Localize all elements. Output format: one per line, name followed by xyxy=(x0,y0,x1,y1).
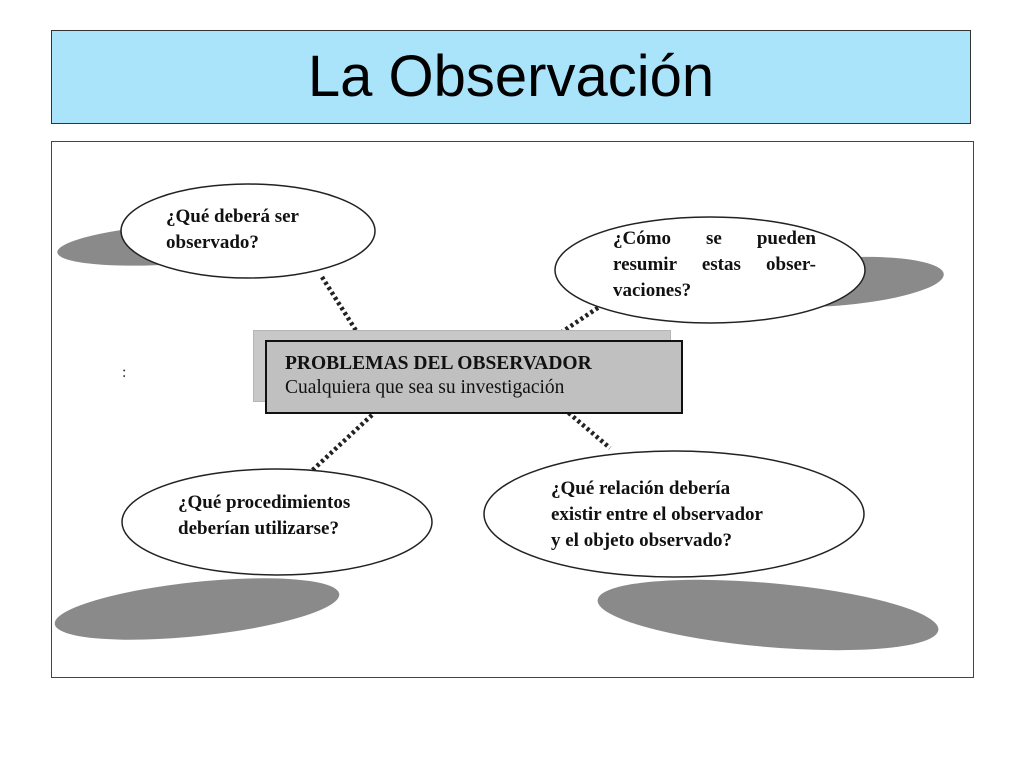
center-title: PROBLEMAS DEL OBSERVADOR xyxy=(285,353,592,374)
question-top-left xyxy=(166,204,299,256)
question-line: vaciones? xyxy=(613,280,692,301)
question-line: ¿Qué procedimientos xyxy=(178,492,351,513)
diagram-frame xyxy=(51,141,974,678)
stray-mark: : xyxy=(122,364,127,381)
question-line: ¿Qué relación debería xyxy=(551,478,731,499)
shadow-bottom-left xyxy=(52,567,342,651)
question-bottom-left xyxy=(178,490,350,542)
question-line: ¿Qué deberá ser xyxy=(166,206,299,227)
question-line: y el objeto observado? xyxy=(551,530,733,551)
connector-bottom-left xyxy=(304,415,372,478)
title-bar xyxy=(51,30,971,124)
question-line: observado? xyxy=(166,232,259,253)
question-line: deberían utilizarse? xyxy=(178,518,339,539)
connector-bottom-right xyxy=(564,409,610,448)
question-line: ¿Cómo se pueden xyxy=(613,228,816,249)
center-box xyxy=(265,340,683,414)
slide-title: La Observación xyxy=(307,44,715,109)
shadow-bottom-right xyxy=(595,568,941,662)
question-line: resumir estas obser- xyxy=(613,254,816,275)
question-bottom-right xyxy=(551,476,763,554)
question-top-right xyxy=(613,226,816,304)
center-subtitle: Cualquiera que sea su investigación xyxy=(285,377,565,398)
question-line: existir entre el observador xyxy=(551,504,763,525)
